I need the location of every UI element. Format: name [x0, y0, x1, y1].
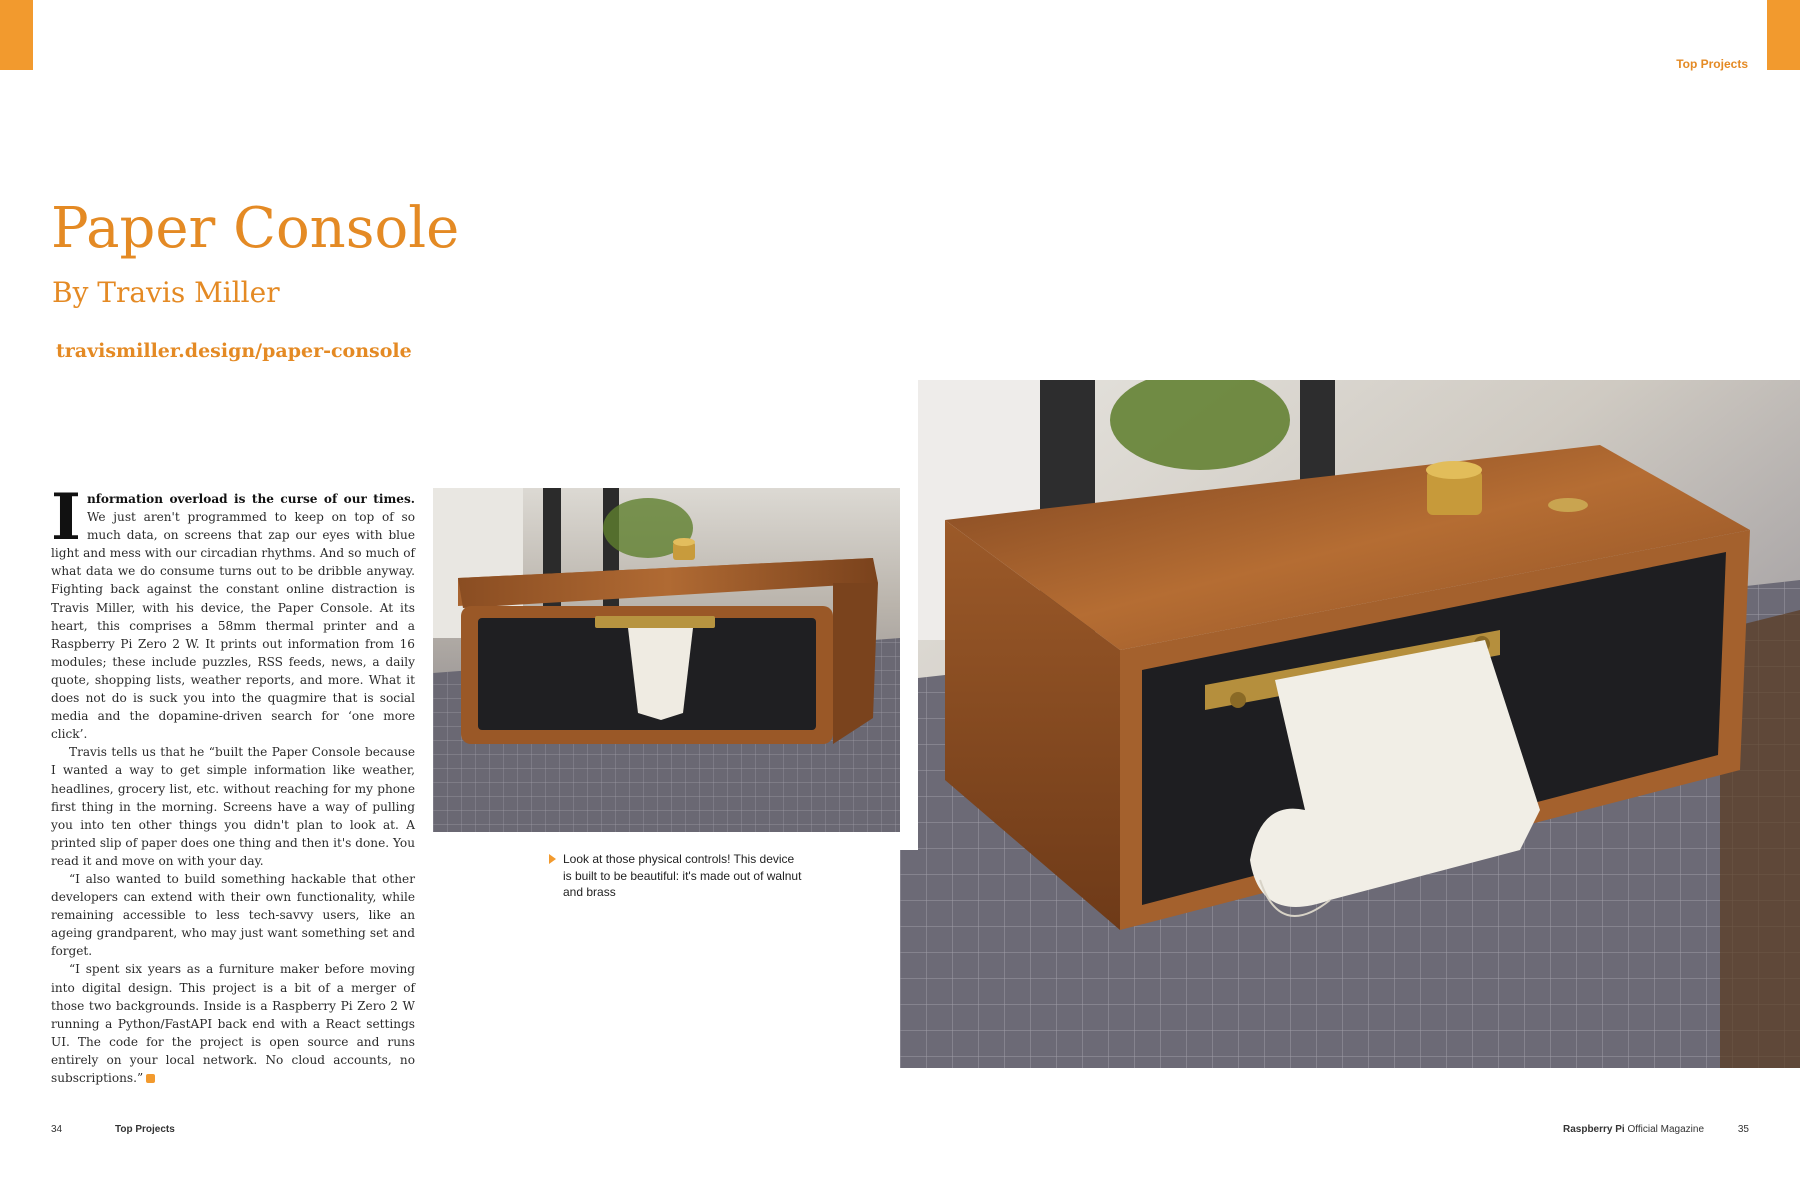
paragraph-3: “I also wanted to build something hackable that other developers can extend with their own functionality, while remaining accessible to less tech-savvy users, like an ageing grandparent, who may just want something set and forget.	[51, 871, 415, 959]
article-byline: By Travis Miller	[52, 276, 280, 309]
paragraph-2: Travis tells us that he “built the Paper Console because I wanted a way to get simple information like weather, headlines, grocery list, etc. without reaching for my phone first thing in the morning. Screens have a way of pulling you into ten other things you didn't plan to look at. A printed slip of paper does one thing and then it's done. You read it and move on with your day.	[51, 745, 415, 868]
end-mark-icon	[146, 1074, 155, 1083]
paragraph-1-text: We just aren't programmed to keep on top of so much data, on screens that zap our eyes with blue light and mess with our circadian rhythms. And so much of what data we do consume turns out to be dribble anyway. Fighting back against the constant online distraction is Travis Miller, with his device, the Paper Console. At its heart, this comprises a 58mm thermal printer and a Raspberry Pi Zero 2 W. It prints out information from 16 modules; these include puzzles, RSS feeds, news, a daily quote, shopping lists, weather reports, and more. What it does not do is suck you into the quagmire that is social media and the dopamine-driven search for ‘one more click’.	[51, 510, 415, 742]
article-body	[51, 480, 415, 1087]
magazine-name	[1563, 1124, 1704, 1135]
photo-small	[433, 488, 900, 832]
paragraph-1	[51, 480, 415, 743]
article-title: Paper Console	[51, 196, 460, 261]
footer-section-label: Top Projects	[115, 1124, 175, 1135]
photo-large	[900, 380, 1800, 1068]
photo-large-illustration	[900, 380, 1800, 1068]
caption-arrow-icon	[549, 854, 556, 864]
caption-text: Look at those physical controls! This device is built to be beautiful: it's made out of walnut and brass	[563, 852, 802, 899]
section-label: Top Projects	[1676, 57, 1748, 71]
accent-tab-right	[1767, 0, 1800, 70]
photo-caption	[563, 851, 803, 901]
magazine-brand: Raspberry Pi	[1563, 1124, 1625, 1135]
photo-notch	[900, 380, 918, 850]
page-number-right: 35	[1737, 1124, 1749, 1135]
photo-small-illustration	[433, 488, 900, 832]
drop-cap: I	[51, 480, 81, 555]
project-link[interactable]: travismiller.design/paper-console	[56, 340, 412, 362]
paragraph-4	[51, 960, 415, 1087]
paragraph-4-text: “I spent six years as a furniture maker before moving into digital design. This project is a bit of a merger of those two backgrounds. Inside is a Raspberry Pi Zero 2 W running a Python/FastAPI back end with a React settings UI. The code for the project is open source and runs entirely on your local network. No cloud accounts, no subscriptions.”	[51, 962, 415, 1085]
magazine-rest: Official Magazine	[1624, 1124, 1704, 1135]
lead-text: nformation overload is the curse of our times.	[86, 492, 415, 506]
page-number-left: 34	[51, 1124, 63, 1135]
accent-tab-left	[0, 0, 33, 70]
